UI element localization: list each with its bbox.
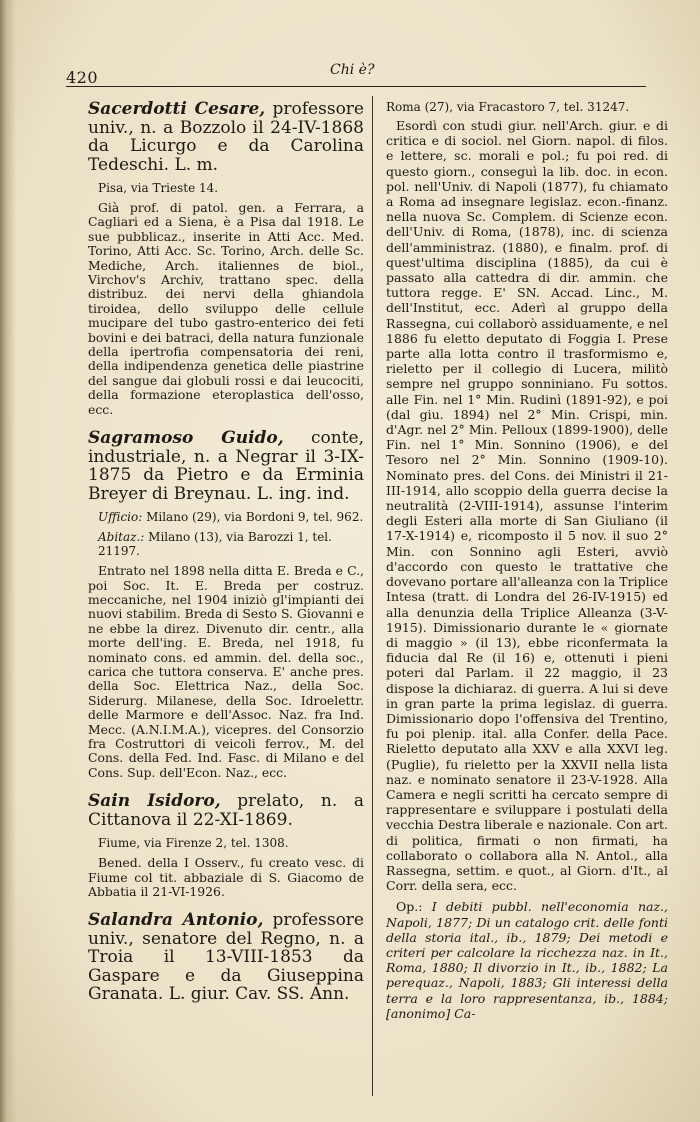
entry-heading-text: professore univ., n. a Bozzolo il 24-IV-1868 da Licurgo e da Carolina Tedeschi. L. m.: [88, 100, 364, 175]
page-number: 420: [66, 68, 99, 87]
entry-heading: [88, 100, 364, 174]
entry-body: Bened. della I Osserv., fu creato vesc. di Fiume col tit. abbaziale di S. Giacomo de Abbatia il 21-VI-1926.: [88, 855, 364, 899]
entry-body: Esordì con studi giur. nell'Arch. giur. e di critica e di sociol. nel Giorn. napol. di filos. e lettere, sc. morali e pol.; fu poi red. di questo giorn., conseguì la lib. doc. in econ. pol. nell'Univ. di Napoli (1877), fu chiamato a Roma ad insegnare legislaz. econ.-finanz. nella nuova Sc. Complem. di Scienze econ. dell'Univ. di Roma, (1878), inc. di scienza dell'amministraz. (1880), e finalm. prof. di quest'ultima disciplina (1885), da cui è passato alla cattedra di dir. ammin. che tuttora regge. E' SN. Accad. Linc., M. dell'Institut, ecc. Aderì al gruppo della Rassegna, cui collaborò assiduamente, e nel 1886 fu eletto deputato di Foggia I. Prese parte alla lotta contro il trasformismo e, rieletto per il collegio di Lucera, militò sempre nel gruppo sonniniano. Fu sottos. alle Fin. nel 1° Min. Rudinì (1891-92), e poi (dal giu. 1894) nel 2° Min. Crispi, min. d'Agr. nel 2° Min. Pelloux (1899-1900), delle Fin. nel 1° Min. Sonnino (1906), e del Tesoro nel 2° Min. Sonnino (1909-10). Nominato pres. del Cons. dei Ministri il 21-III-1914, allo scoppio della guerra decise la neutralità (2-VIII-1914), assunse l'interim degli Esteri alla morte di San Giuliano (il 17-X-1914) e, ricomposto il 5 nov. il suo 2° Min. con Sonnino agli Esteri, avviò d'accordo con questo le trattative che dovevano portare all'alleanza con la Triplice Intesa (tratt. di Londra del 26-IV-1915) ed alla denunzia della Triplice Alleanza (3-V-1915). Dimissionario durante le « giornate di maggio » (il 13), ebbe riconfermata la fiducia dal Re (il 16) e, ottenuti i pieni poteri dal Parlam. il 22 maggio, il 23 dispose la dichiaraz. di guerra. A lui si deve in gran parte la prima legislaz. di guerra. Dimissionario dopo l'offensiva del Trentino, fu poi plenip. ital. alla Confer. della Pace. Rieletto deputato alla XXV e alla XXVI leg. (Puglie), fu rieletto per la XXVII nella lista naz. e nominato senatore il 23-V-1928. Alla Camera e negli scritti ha cercato sempre di rappresentare e sviluppare i postulati della vecchia Destra liberale e nazionale. Con art. di politica, firmati o non firmati, ha collaborato o collabora alla N. Antol., alla Rassegna, settim. e quot., al Giorn. d'It., al Corr. della sera, ecc.: [386, 118, 668, 894]
entry-name: Sacerdotti Cesare,: [88, 100, 266, 119]
running-head: Chi è?: [330, 62, 375, 78]
office-label: Ufficio:: [98, 510, 143, 525]
entry-name: Sagramoso Guido,: [88, 428, 284, 449]
entry-address: Roma (27), via Fracastoro 7, tel. 31247.: [386, 100, 630, 114]
home-address: Milano (13), via Barozzi 1, tel. 21197.: [98, 530, 332, 559]
works-list: I debiti pubbl. nell'economia naz., Napoli, 1877; Di un catalogo crit. delle fonti della storia ital., ib., 1879; Dei metodi e criteri per calcolare la ricchezza naz. in It., Roma, 1880; Il divorzio in It., ib., 1882; La perequaz., Napoli, 1883; Gli interessi della terra e la loro rappresentanza, ib., 1884; [anonimo] Ca-: [386, 899, 668, 1021]
entry-works: [386, 899, 668, 1021]
office-address: Milano (29), via Bordoni 9, tel. 962.: [142, 510, 364, 525]
entry-heading-text: professore univ., senatore del Regno, n. a Troia il 13-VIII-1853 da Gaspare e da Giuseppina Granata. L. giur. Cav. SS. Ann.: [88, 910, 364, 1005]
entry-address: Fiume, via Firenze 2, tel. 1308.: [98, 836, 289, 851]
entry-name: Salandra Antonio,: [88, 910, 264, 931]
right-column: [386, 100, 668, 1112]
left-column: [88, 100, 364, 1112]
entry-salandra: [88, 911, 364, 1004]
entry-sain: [88, 792, 364, 899]
entry-heading: [88, 911, 364, 1004]
entry-office-address: [88, 510, 364, 524]
entry-sagramoso: [88, 429, 364, 780]
entry-body: Entrato nel 1898 nella ditta E. Breda e C., poi Soc. It. E. Breda per costruz. meccaniche, nel 1904 iniziò gl'impianti dei nuovi stabilim. Breda di Sesto S. Giovanni e ne ebbe la direz. Divenuto dir. centr., alla morte dell'ing. E. Breda, nel 1918, fu nominato cons. ed ammin. del. della soc., carica che tuttora conserva. E' anche pres. della Soc. Elettrica Naz., della Soc. Siderurg. Milanese, della Soc. Idroelettr. delle Marmore e dell'Assoc. Naz. fra Ind. Mecc. (A.N.I.M.A.), vicepres. del Consorzio fra Costruttori di veicoli ferrov., M. del Cons. della Fed. Ind. Fasc. di Milano e del Cons. Sup. dell'Econ. Naz., ecc.: [88, 563, 364, 780]
entry-heading-text: prelato, n. a Cittanova il 22-XI-1869.: [88, 791, 364, 830]
entry-heading: [88, 429, 364, 503]
entry-address: Pisa, via Trieste 14.: [98, 181, 219, 195]
entry-heading: [88, 792, 364, 829]
entry-home-address: [88, 530, 364, 558]
entry-name: Sain Isidoro,: [88, 791, 221, 812]
entry-heading-text: conte, industriale, n. a Negrar il 3-IX-1875 da Pietro e da Erminia Breyer di Breynau. L. ing. ind.: [88, 428, 364, 504]
header-rule: [66, 86, 646, 87]
entry-body: Già prof. di patol. gen. a Ferrara, a Cagliari ed a Siena, è a Pisa dal 1918. Le sue pubblicaz., inserite in Atti Acc. Med. Torino, Atti Acc. Sc. Torino, Arch. delle Sc. Mediche, Arch. italiennes de biol., Virchov's Archiv, trattano spec. della distribuz. dei nervi della ghiandola tiroidea, dello sviluppo delle cellule mucipare del tubo gastro-enterico dei feti bovini e dei batraci, della natura funzionale della ipertrofia compensatoria dei reni, della indipendenza genetica delle piastrine del sangue dai globuli rossi e dai leucociti, della formazione eteroplastica dell'osso, ecc.: [88, 200, 364, 417]
works-label: Op.:: [396, 899, 423, 915]
column-divider: [372, 96, 373, 1096]
page-binding-shadow: [0, 0, 16, 1122]
home-label: Abitaz.:: [98, 530, 145, 545]
page-header: [66, 60, 646, 87]
entry-sacerdotti: [88, 100, 364, 417]
